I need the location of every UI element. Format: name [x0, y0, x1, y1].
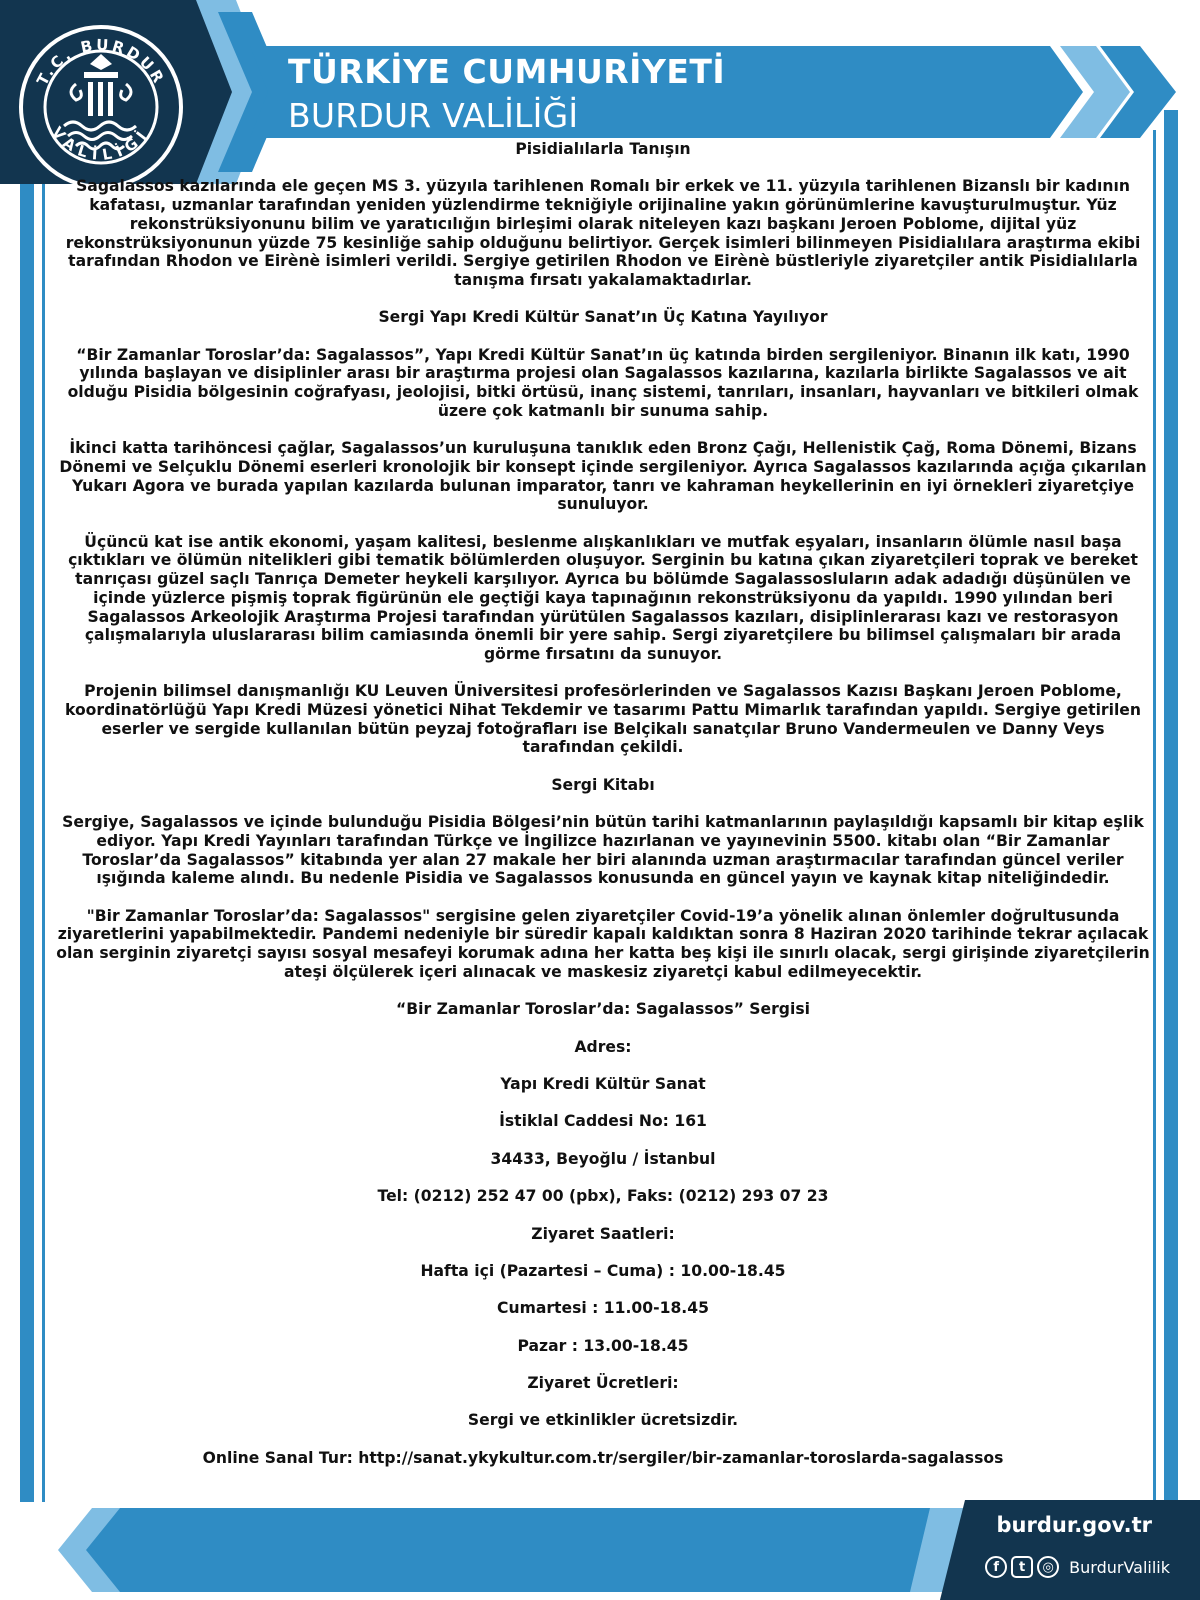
paragraph: İkinci katta tarihöncesi çağlar, Sagalassos’un kuruluşuna tanıklık eden Bronz Çağı, Hellenistik Çağ, Roma Dönemi, Bizans Dönemi ve Selçuklu Dönemi eserleri kronolojik bir konsept içinde sergileniyor. Ayrıca Sagalassos kazılarında açığa çıkarılan Yukarı Agora ve burada yapılan kazılarda bulunan imparator, tanrı ve kahraman heykellerinin en iyi örnekleri ziyaretçiye sunuluyor.: [59, 439, 1147, 514]
hours-weekdays: Hafta içi (Pazartesi – Cuma) : 10.00-18.45: [420, 1261, 786, 1280]
paragraph: Projenin bilimsel danışmanlığı KU Leuven Üniversitesi profesörlerinden ve Sagalassos Kazısı Başkanı Jeroen Poblome, koordinatörlüğü Yapı Kredi Müzesi yönetici Nihat Tekdemir ve tasarımı Pattu Mimarlık tarafından yapıldı. Sergiye getirilen eserler ve sergide kullanılan bütün peyzaj fotoğrafları ise Belçikalı sanatçılar Bruno Vandermeulen ve Danny Veys tarafından çekildi.: [65, 682, 1141, 757]
section-heading: Pisidialılarla Tanışın: [515, 140, 691, 158]
document-body: [54, 140, 1152, 1486]
frame-border-left-inner: [42, 150, 45, 1502]
facebook-icon[interactable]: f: [985, 1556, 1007, 1578]
street-address: İstiklal Caddesi No: 161: [499, 1112, 707, 1131]
hours-saturday: Cumartesi : 11.00-18.45: [497, 1299, 709, 1318]
fees-label: Ziyaret Ücretleri:: [527, 1374, 679, 1393]
venue-name: Yapı Kredi Kültür Sanat: [500, 1074, 706, 1093]
paragraph: Üçüncü kat ise antik ekonomi, yaşam kalitesi, beslenme alışkanlıkları ve mutfak eşyaları, insanların ölümle nasıl başa çıktıkları ve ölümün nitelikleri gibi tematik bölümlerden oluşuyor. Serginin bu katına çıkan ziyaretçileri toprak ve bereket tanrıçası güzel saçlı Tanrıça Demeter heykeli karşılıyor. Ayrıca bu bölümde Sagalassosluların adak adadığı düşünülen ve içinde yüzlerce pişmiş toprak figürünün ele geçtiği kaya tapınağının rekonstrüksiyonu da yapıldı. 1990 yılından beri Sagalassos Arkeolojik Araştırma Projesi tarafından yürütülen Sagalassos kazıları, disiplinlerarası kazı ve restorasyon çalışmalarıyla uluslararası bilim camiasında önemli bir yere sahip. Sergi ziyaretçilere bu bilimsel çalışmaları bir arada görme fırsatını da sunuyor.: [68, 532, 1138, 663]
section-heading: Sergi Yapı Kredi Kültür Sanat’ın Üç Katına Yayılıyor: [378, 308, 828, 327]
address-label: Adres:: [574, 1037, 632, 1056]
twitter-icon[interactable]: t: [1011, 1556, 1033, 1578]
social-handle[interactable]: BurdurValilik: [1069, 1557, 1170, 1577]
section-heading: Sergi Kitabı: [551, 775, 655, 794]
footer-banner: [0, 1500, 1200, 1600]
frame-border-right: [1164, 110, 1178, 1502]
online-tour-link[interactable]: Online Sanal Tur: http://sanat.ykykultur.com.tr/sergiler/bir-zamanlar-toroslarda-sagalassos: [202, 1448, 1004, 1467]
footer-social: [985, 1556, 1170, 1578]
visiting-hours-label: Ziyaret Saatleri:: [531, 1224, 675, 1243]
paragraph: Sagalassos kazılarında ele geçen MS 3. yüzyıla tarihlenen Romalı bir erkek ve 11. yüzyıla tarihlenen Bizanslı bir kadının kafatası, uzmanlar tarafından yeniden yüzlendirme tekniğiyle orijinaline yakın görünümlerine kavuşturulmuştur. Yüz rekonstrüksiyonunu bilim ve yaratıcılığın birleşimi olarak niteleyen kazı başkanı Jeroen Poblome, dijital yüz rekonstrüksiyonunun yüzde 75 kesinliğe sahip olduğunu belirtiyor. Gerçek isimleri bilinmeyen Pisidialılara araştırma ekibi tarafından Rhodon ve Eirènè isimleri verildi. Sergiye getirilen Rhodon ve Eirènè büstleriyle ziyaretçiler antik Pisidialılarla tanışma fırsatı yakalamaktadırlar.: [65, 177, 1141, 289]
instagram-icon[interactable]: ◎: [1037, 1556, 1059, 1578]
header-title: TÜRKİYE CUMHURİYETİ: [288, 52, 726, 91]
frame-border-right-inner: [1153, 130, 1156, 1502]
paragraph: "Bir Zamanlar Toroslar’da: Sagalassos" sergisine gelen ziyaretçiler Covid-19’a yönelik alınan önlemler doğrultusunda ziyaretlerini yapabilmektedir. Pandemi nedeniyle bir süredir kapalı kaldıktan sonra 8 Haziran 2020 tarihinde tekrar açılacak olan serginin ziyaretçi sayısı sosyal mesafeyi korumak adına her katta beş kişi ile sınırlı olacak, sergi girişinde ziyaretçilerin ateşi ölçülerek içeri alınacak ve maskesiz ziyaretçi kabul edilmeyecektir.: [56, 906, 1150, 981]
seal-bottom-text: VALİLİĞİ: [47, 123, 154, 165]
fees-text: Sergi ve etkinlikler ücretsizdir.: [467, 1411, 739, 1430]
city-address: 34433, Beyoğlu / İstanbul: [490, 1149, 716, 1168]
seal-top-text: T.C. BURDUR: [33, 35, 169, 89]
frame-border-left: [20, 150, 34, 1502]
paragraph: “Bir Zamanlar Toroslar’da: Sagalassos”, Yapı Kredi Kültür Sanat’ın üç katında birden sergileniyor. Binanın ilk katı, 1990 yılında başlayan ve disiplinler arası bir araştırma projesi olan Sagalassos kazılarına, kazılarla birlikte Sagalassos ve ait olduğu Pisidia bölgesinin coğrafyası, jeolojisi, bitki örtüsü, inanç sistemi, tanrıları, insanları, hayvanları ve bitkileri olmak üzere çok katmanlı bir sunuma sahip.: [67, 345, 1139, 420]
header-subtitle: BURDUR VALİLİĞİ: [288, 96, 579, 135]
hours-sunday: Pazar : 13.00-18.45: [517, 1336, 689, 1355]
exhibit-title: “Bir Zamanlar Toroslar’da: Sagalassos” Sergisi: [396, 1000, 810, 1019]
paragraph: Sergiye, Sagalassos ve içinde bulunduğu Pisidia Bölgesi’nin bütün tarihi katmanlarının paylaşıldığı kapsamlı bir kitap eşlik ediyor. Yapı Kredi Yayınları tarafından Türkçe ve İngilizce hazırlanan ve yayınevinin 5500. kitabı olan “Bir Zamanlar Toroslar’da Sagalassos” kitabında yer alan 27 makale her biri alanında uzman araştırmacılar tarafından güncel veriler ışığında kaleme alındı. Bu nedenle Pisidia ve Sagalassos konusunda en güncel yayın ve kaynak kitap niteliğindedir.: [62, 813, 1144, 888]
contact-phone: Tel: (0212) 252 47 00 (pbx), Faks: (0212) 293 07 23: [377, 1187, 829, 1206]
footer-website[interactable]: burdur.gov.tr: [996, 1513, 1152, 1537]
